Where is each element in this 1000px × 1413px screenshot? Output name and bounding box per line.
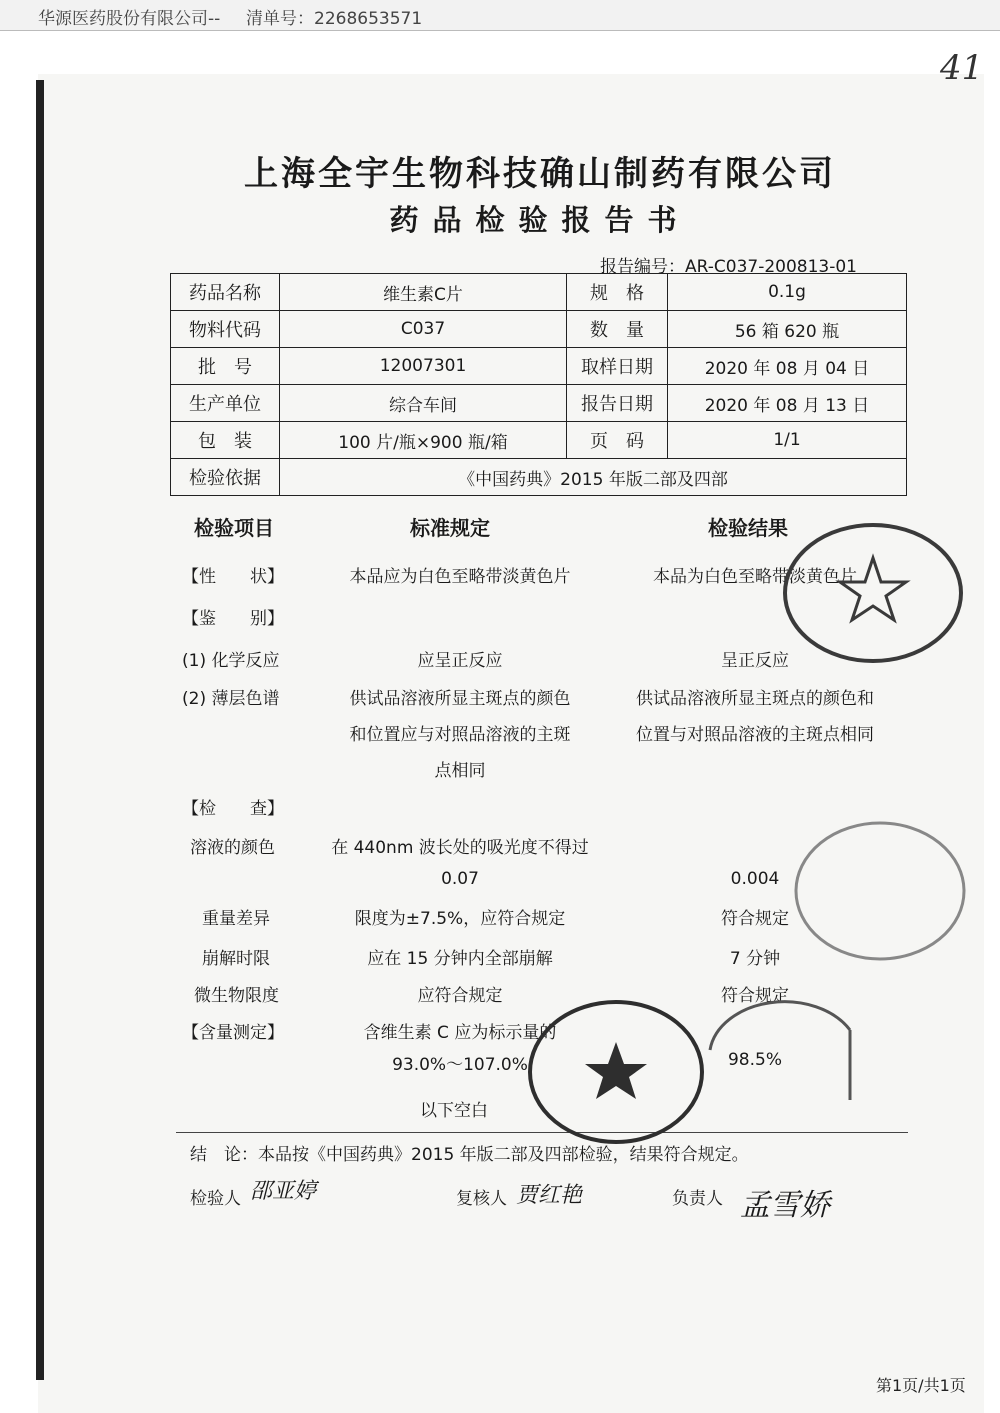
result-weight-variation: 符合规定 [721, 909, 789, 929]
info-table [170, 273, 907, 496]
info-row [171, 311, 907, 348]
inspector-label: 检验人 [190, 1189, 241, 1209]
item-tlc: (2) 薄层色谱 [182, 689, 280, 709]
item-disintegration: 崩解时限 [202, 949, 270, 969]
standard-tlc-line2: 和位置应与对照品溶液的主斑 [349, 725, 571, 745]
col-header-result: 检验结果 [708, 516, 788, 540]
result-tlc-line2: 位置与对照品溶液的主斑点相同 [636, 725, 874, 745]
result-assay: 98.5% [727, 1050, 782, 1070]
value-test-basis: 《中国药典》2015 年版二部及四部 [280, 459, 907, 496]
department-seal-stamp [700, 990, 860, 1110]
top-bar [0, 0, 1000, 31]
label-batch-no: 批 号 [171, 348, 280, 385]
item-identification: 【鉴 别】 [182, 609, 284, 629]
standard-solution-color-line2: 0.07 [441, 869, 479, 889]
conclusion: 结 论：本品按《中国药典》2015 年版二部及四部检验，结果符合规定。 [190, 1145, 749, 1165]
reviewer-signature: 贾红艳 [516, 1183, 583, 1208]
blank-below-note: 以下空白 [420, 1101, 488, 1121]
standard-solution-color-line1: 在 440nm 波长处的吸光度不得过 [331, 838, 589, 858]
info-row [171, 422, 907, 459]
topbar-company: 华源医药股份有限公司-- [38, 9, 221, 29]
standard-assay-line1: 含维生素 C 应为标示量的 [363, 1023, 557, 1043]
standard-appearance: 本品应为白色至略带淡黄色片 [349, 567, 571, 587]
star-icon [585, 1042, 647, 1099]
value-batch-no: 12007301 [280, 348, 567, 385]
value-production-unit: 综合车间 [280, 385, 567, 422]
inspector-signature: 邵亚婷 [250, 1179, 317, 1204]
item-chemical-reaction: (1) 化学反应 [182, 651, 280, 671]
standard-disintegration: 应在 15 分钟内全部崩解 [367, 949, 553, 969]
document-title: 药品检验报告书 [389, 203, 691, 237]
reviewer-label: 复核人 [456, 1189, 507, 1209]
manager-label: 负责人 [672, 1189, 723, 1209]
item-weight-variation: 重量差异 [202, 909, 270, 929]
value-packaging: 100 片/瓶×900 瓶/箱 [280, 422, 567, 459]
standard-tlc-line1: 供试品溶液所显主斑点的颜色 [349, 689, 571, 709]
standard-tlc-line3: 点相同 [434, 761, 486, 781]
page-footer: 第1页/共1页 [876, 1376, 966, 1395]
result-tlc-line1: 供试品溶液所显主斑点的颜色和 [636, 689, 874, 709]
star-icon [840, 558, 906, 620]
item-appearance: 【性 状】 [182, 567, 284, 587]
label-spec: 规 格 [567, 274, 668, 311]
label-sampling-date: 取样日期 [567, 348, 668, 385]
manager-signature: 孟雪娇 [740, 1188, 830, 1223]
item-microbial-limit: 微生物限度 [194, 986, 279, 1006]
value-page-no: 1/1 [668, 422, 907, 459]
scan-edge [36, 80, 44, 1380]
result-microbial-limit: 符合规定 [721, 986, 789, 1006]
topbar-list-no: 清单号：2268653571 [246, 9, 423, 29]
label-packaging: 包 装 [171, 422, 280, 459]
item-assay: 【含量测定】 [182, 1023, 284, 1043]
company-name: 上海全宇生物科技确山制药有限公司 [244, 154, 836, 194]
label-production-unit: 生产单位 [171, 385, 280, 422]
corner-handwritten-number: 41 [940, 48, 984, 88]
result-disintegration: 7 分钟 [729, 949, 781, 969]
qc-seal-stamp-2 [525, 996, 707, 1148]
col-header-item: 检验项目 [194, 516, 274, 540]
label-report-date: 报告日期 [567, 385, 668, 422]
item-solution-color: 溶液的颜色 [190, 838, 275, 858]
standard-assay-line2: 93.0%～107.0% [392, 1055, 528, 1075]
info-row [171, 385, 907, 422]
value-quantity: 56 箱 620 瓶 [668, 311, 907, 348]
result-chemical-reaction: 呈正反应 [721, 651, 789, 671]
report-number: 报告编号：AR-C037-200813-01 [600, 257, 858, 277]
standard-weight-variation: 限度为±7.5%，应符合规定 [354, 909, 566, 929]
result-solution-color: 0.004 [730, 869, 780, 889]
col-header-standard: 标准规定 [410, 516, 490, 540]
value-drug-name: 维生素C片 [280, 274, 567, 311]
label-quantity: 数 量 [567, 311, 668, 348]
value-sampling-date: 2020 年 08 月 04 日 [668, 348, 907, 385]
value-report-date: 2020 年 08 月 13 日 [668, 385, 907, 422]
qc-seal-stamp-1 [780, 520, 966, 666]
standard-chemical-reaction: 应呈正反应 [417, 651, 503, 671]
value-spec: 0.1g [668, 274, 907, 311]
item-inspection: 【检 查】 [182, 799, 284, 819]
label-test-basis: 检验依据 [171, 459, 280, 496]
info-row [171, 459, 907, 496]
huayuan-quality-seal-stamp [790, 816, 970, 966]
info-row [171, 348, 907, 385]
value-material-code: C037 [280, 311, 567, 348]
info-row [171, 274, 907, 311]
label-page-no: 页 码 [567, 422, 668, 459]
label-drug-name: 药品名称 [171, 274, 280, 311]
standard-microbial-limit: 应符合规定 [417, 986, 503, 1006]
label-material-code: 物料代码 [171, 311, 280, 348]
result-appearance: 本品为白色至略带淡黄色片 [653, 567, 857, 587]
